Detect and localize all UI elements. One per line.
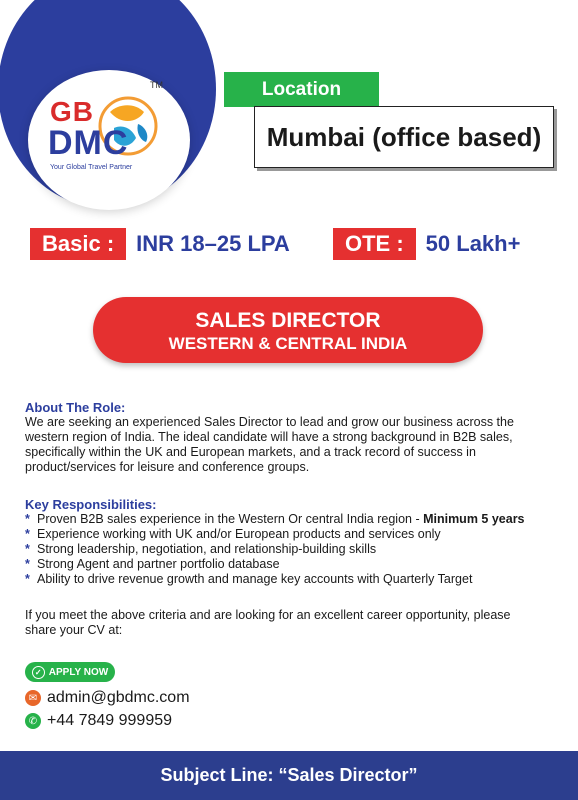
cta-text: If you meet the above criteria and are looking for an excellent career opportunity, please share your CV at:: [25, 608, 511, 637]
list-item: * Proven B2B sales experience in the Western Or central India region - Minimum 5 years: [25, 512, 555, 527]
role-title: SALES DIRECTOR: [195, 309, 381, 332]
basic-value: INR 18–25 LPA: [136, 231, 290, 256]
basic-label: Basic :: [30, 228, 126, 260]
responsibilities-section: [25, 497, 555, 587]
list-item: * Ability to drive revenue growth and manage key accounts with Quarterly Target: [25, 572, 555, 587]
phone-contact[interactable]: [25, 712, 172, 730]
logo-dmc-text: DMC: [48, 124, 129, 162]
responsibilities-list: [25, 512, 555, 587]
trademark-mark: TM: [150, 80, 163, 90]
list-item: * Strong Agent and partner portfolio database: [25, 557, 555, 572]
about-title: About The Role:: [25, 400, 126, 415]
ote-pay: [333, 228, 520, 260]
list-item: * Strong leadership, negotiation, and relationship-building skills: [25, 542, 555, 557]
phone-number[interactable]: +44 7849 999959: [47, 712, 173, 729]
logo-gb-text: GB: [50, 96, 94, 127]
ote-label: OTE :: [333, 228, 416, 260]
role-region: WESTERN & CENTRAL INDIA: [168, 334, 408, 353]
responsibilities-title: Key Responsibilities:: [25, 497, 157, 512]
about-section: [25, 400, 555, 475]
apply-now-button[interactable]: [25, 662, 115, 682]
list-item: * Experience working with UK and/or European products and services only: [25, 527, 555, 542]
apply-now-label: APPLY NOW: [48, 666, 109, 678]
about-text: We are seeking an experienced Sales Director to lead and grow our business across the western region of India. The ideal candidate will have a strong background in B2B sales, specifically within the UK and European markets, and a track record of success in product/services for leisure and conference groups.: [25, 415, 514, 474]
basic-pay: [30, 228, 290, 260]
experience-requirement: Minimum 5 years: [423, 512, 525, 526]
role-banner: [93, 297, 483, 363]
email-contact[interactable]: [25, 689, 190, 707]
email-icon: ✉: [25, 690, 41, 706]
location-value: Mumbai (office based): [254, 106, 554, 168]
logo-tagline: Your Global Travel Partner: [50, 164, 133, 171]
whatsapp-icon: ✆: [25, 713, 41, 729]
email-address[interactable]: admin@gbdmc.com: [47, 689, 190, 706]
location-label: Location: [224, 72, 379, 107]
subject-line-footer: Subject Line: “Sales Director”: [0, 751, 578, 800]
ote-value: 50 Lakh+: [425, 231, 521, 256]
check-circle-icon: ✓: [32, 666, 45, 679]
